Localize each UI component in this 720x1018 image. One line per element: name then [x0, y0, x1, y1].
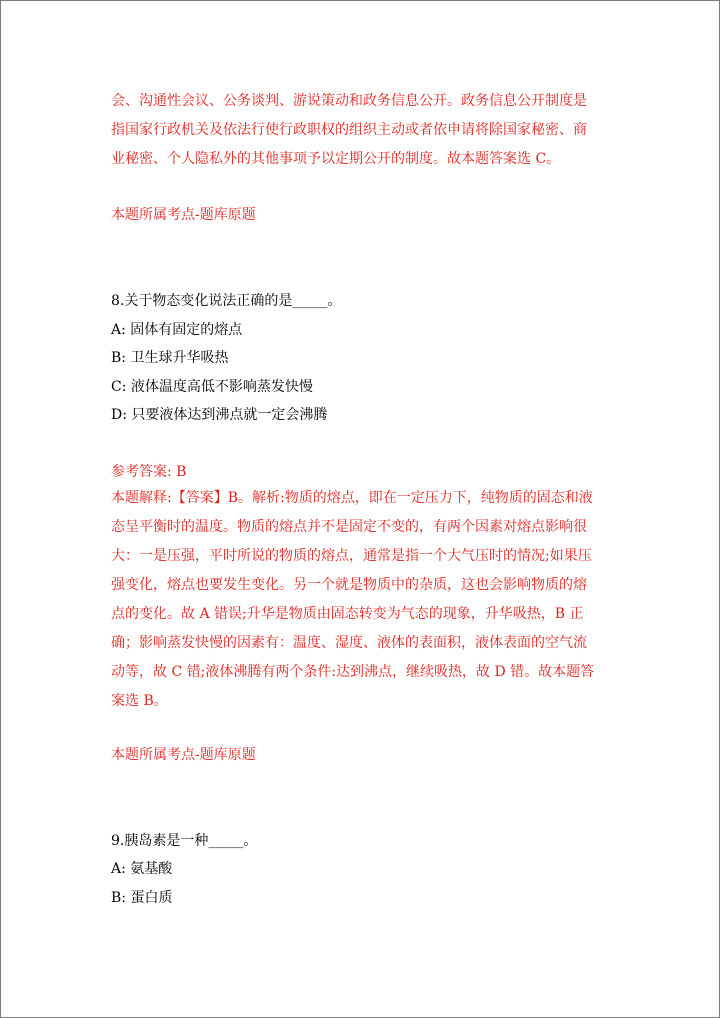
explanation-line: 强变化，熔点也要发生变化。另一个就是物质中的杂质，这也会影响物质的熔	[111, 577, 587, 593]
topic-label: 本题所属考点-题库原题	[111, 747, 256, 763]
explanation-line: 指国家行政机关及依法行使行政职权的组织主动或者依申请将除国家秘密、商	[111, 122, 587, 138]
explanation-line: 大：一是压强，平时所说的物质的熔点，通常是指一个大气压时的情况;如果压	[111, 548, 592, 564]
explanation-line: 会、沟通性会议、公务谈判、游说策动和政务信息公开。政务信息公开制度是	[111, 93, 587, 109]
question-9-option-a: A: 氨基酸	[111, 861, 173, 877]
question-9-stem: 9.胰岛素是一种_____。	[111, 833, 258, 849]
question-8-option-a: A: 固体有固定的熔点	[111, 322, 243, 338]
explanation-line: 案选 B。	[111, 693, 168, 709]
explanation-line: 确；影响蒸发快慢的因素有：温度、湿度、液体的表面积，液体表面的空气流	[111, 635, 587, 651]
explanation-line: 态呈平衡时的温度。物质的熔点并不是固定不变的，有两个因素对熔点影响很	[111, 519, 587, 535]
question-9-option-b: B: 蛋白质	[111, 890, 173, 906]
question-8-explanation	[111, 484, 609, 716]
previous-explanation	[111, 87, 609, 174]
question-8-answer: 参考答案: B	[111, 464, 187, 480]
explanation-line: 点的变化。故 A 错误;升华是物质由固态转变为气态的现象，升华吸热，B 正	[111, 606, 584, 622]
question-8-option-b: B: 卫生球升华吸热	[111, 350, 229, 366]
explanation-line: 动等，故 C 错;液体沸腾有两个条件:达到沸点，继续吸热，故 D 错。故本题答	[111, 664, 595, 680]
explanation-line: 本题解释:【答案】B。解析:物质的熔点，即在一定压力下，纯物质的固态和液	[111, 490, 593, 506]
question-8-option-c: C: 液体温度高低不影响蒸发快慢	[111, 379, 313, 395]
question-8-option-d: D: 只要液体达到沸点就一定会沸腾	[111, 407, 328, 423]
topic-label: 本题所属考点-题库原题	[111, 207, 256, 223]
question-8-stem: 8.关于物态变化说法正确的是_____。	[111, 293, 342, 309]
explanation-line: 业秘密、个人隐私外的其他事项予以定期公开的制度。故本题答案选 C。	[111, 151, 561, 167]
